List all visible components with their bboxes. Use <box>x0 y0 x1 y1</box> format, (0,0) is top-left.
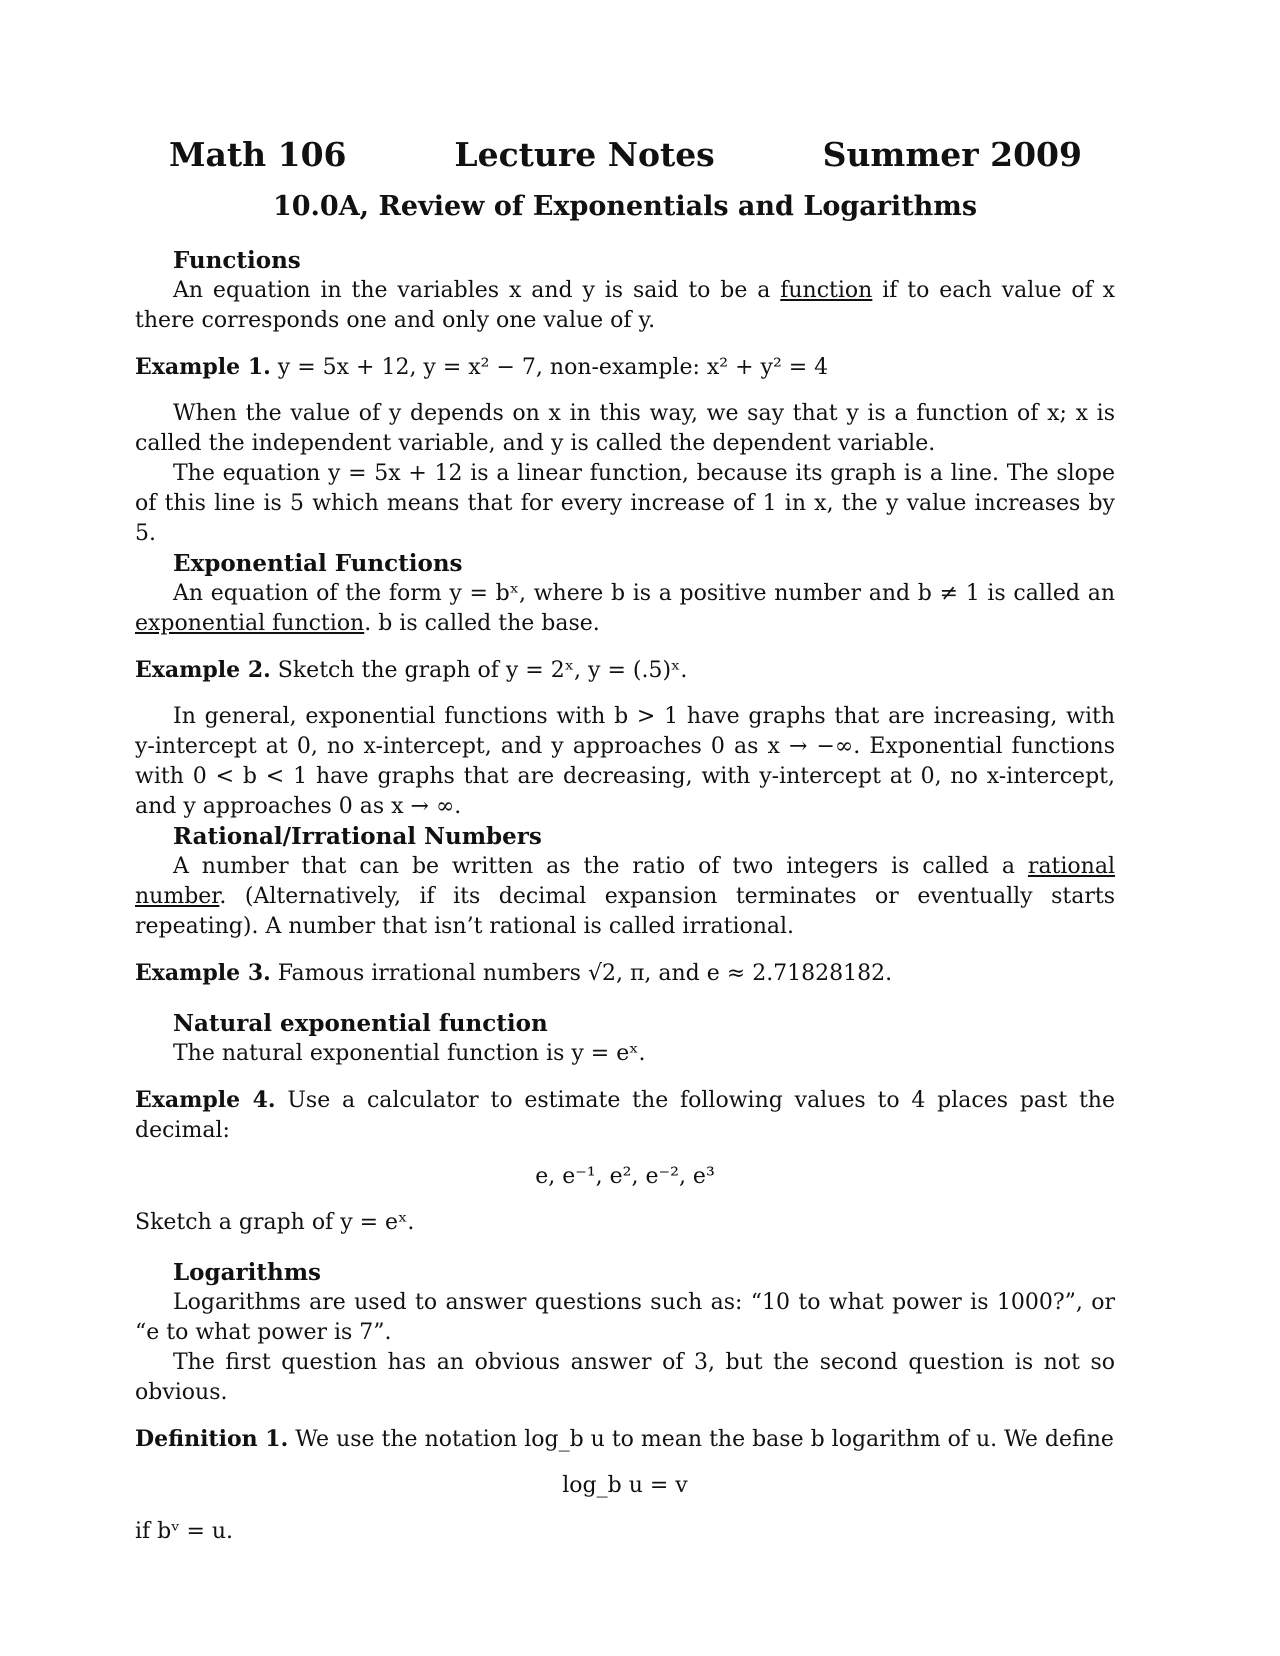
example-1: Example 1. y = 5x + 12, y = x² − 7, non-example: x² + y² = 4 <box>135 354 829 380</box>
natural-paragraph-2: Sketch a graph of y = eˣ. <box>135 1210 415 1235</box>
page-header <box>135 135 1115 174</box>
log-paragraph-3: if bᵛ = u. <box>135 1519 234 1544</box>
log-paragraph-1: Logarithms are used to answer questions such as: “10 to what power is 1000?”, or “e to what power is 7”. <box>135 1290 1115 1345</box>
term-rational-number: rational number <box>135 854 1115 909</box>
functions-paragraph-3: The equation y = 5x + 12 is a linear function, because its graph is a line. The slope of this line is 5 which means that for every increase of 1 in x, the y value increases by 5. <box>135 461 1115 546</box>
functions-paragraph-1: An equation in the variables x and y is said to be a function if to each value of x there corresponds one and only one value of y. <box>135 278 1115 333</box>
functions-paragraph-2: When the value of y depends on x in this way, we say that y is a function of x; x is called the independent variable, and y is called the dependent variable. <box>135 401 1115 456</box>
term-function: function <box>780 278 873 303</box>
term: Summer 2009 <box>822 135 1082 174</box>
example-2: Example 2. Sketch the graph of y = 2ˣ, y = (.5)ˣ. <box>135 657 688 683</box>
term-exponential-function: exponential function <box>135 611 365 636</box>
example-4: Example 4. Use a calculator to estimate the following values to 4 places past the decimal: <box>135 1087 1115 1143</box>
page-title: 10.0A, Review of Exponentials and Logarithms <box>272 191 978 222</box>
rational-paragraph-1: A number that can be written as the ratio of two integers is called a rational number. (Alternatively, if its decimal expansion terminates or eventually starts repeating). A number that isn’t rational is called irrational. <box>135 854 1115 939</box>
definition-equation: log_b u = v <box>562 1473 688 1498</box>
document-kind: Lecture Notes <box>454 135 715 174</box>
exponential-paragraph-2: In general, exponential functions with b > 1 have graphs that are increasing, with y-intercept at 0, no x-intercept, and y approaches 0 as x → −∞. Exponential functions with 0 < b < 1 have graphs that are decreasing, with y-intercept at 0, no x-intercept, and y approaches 0 as x → ∞. <box>135 704 1115 819</box>
natural-paragraph-1: The natural exponential function is y = eˣ. <box>173 1041 646 1066</box>
section-heading-logarithms: Logarithms <box>173 1259 321 1286</box>
example-3: Example 3. Famous irrational numbers √2, π, and e ≈ 2.71828182. <box>135 960 893 986</box>
exponential-paragraph-1: An equation of the form y = bˣ, where b is a positive number and b ≠ 1 is called an exponential function. b is called the base. <box>135 581 1115 636</box>
course-name: Math 106 <box>169 135 347 174</box>
example-4-values: e, e⁻¹, e², e⁻², e³ <box>535 1164 715 1189</box>
log-paragraph-2: The first question has an obvious answer of 3, but the second question is not so obvious. <box>135 1350 1115 1405</box>
section-heading-functions: Functions <box>173 247 301 274</box>
definition-1: Definition 1. We use the notation log_b u to mean the base b logarithm of u. We define <box>135 1426 1114 1452</box>
document-page <box>135 135 1115 1547</box>
section-heading-natural: Natural exponential function <box>173 1010 548 1037</box>
section-heading-exponential: Exponential Functions <box>173 550 463 577</box>
section-heading-rational: Rational/Irrational Numbers <box>173 823 542 850</box>
